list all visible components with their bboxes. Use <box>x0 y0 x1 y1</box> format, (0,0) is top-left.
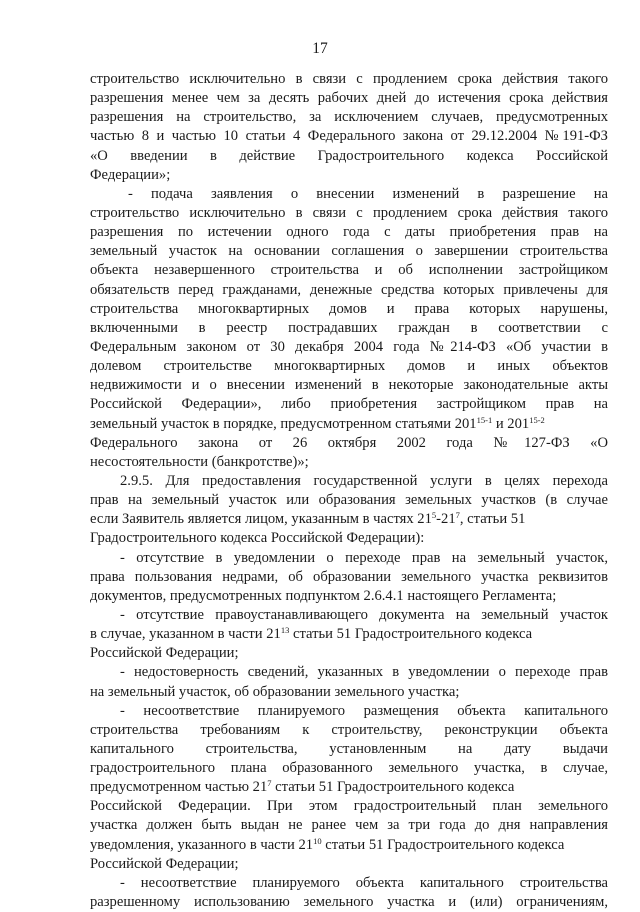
text-line: - отсутствие в уведомлении о переходе прав на земельный участок, <box>120 549 608 566</box>
text-line: - несоответствие планируемого размещения объекта капитального <box>120 702 608 719</box>
text-line: объекта незавершенного строительства и об исполнении застройщиком <box>90 262 608 279</box>
page-number: 17 <box>312 40 328 57</box>
text-line: градостроительного плана образованного земельного участка, в случае, <box>90 760 608 777</box>
text-line: разрешения менее чем за десять рабочих дней до истечения срока действия <box>90 90 608 107</box>
text-line: включенными в реестр пострадавших граждан в соответствии с <box>90 319 608 336</box>
text-segment: в случае, указанном в части 21 <box>90 626 281 643</box>
text-line: 2.9.5. Для предоставления государственной услуги в целях перехода <box>120 472 608 489</box>
superscript: 5 <box>431 510 437 521</box>
text-line: документов, предусмотренных подпунктом 2.6.4.1 настоящего Регламента; <box>90 587 557 604</box>
superscript: 10 <box>313 835 322 846</box>
text-line: - подача заявления о внесении изменений в разрешение на <box>128 185 608 202</box>
text-line: частью 8 и частью 10 статьи 4 Федерального закона от 29.12.2004 №191-ФЗ <box>90 128 608 145</box>
text-line: прав на земельный участок или образования земельных участков (в случае <box>90 492 608 509</box>
text-line: - несоответствие планируемого объекта капитального строительства <box>120 874 608 891</box>
text-line: Градостроительного кодекса Российской Федерации): <box>90 530 425 547</box>
text-line <box>90 836 608 855</box>
text-line: Российской Федерации», либо приобретения застройщиком прав на <box>90 396 608 413</box>
text-line: капитального строительства, установленным на дату выдачи <box>90 740 608 757</box>
superscript: 7 <box>455 510 460 521</box>
text-line: Федерального закона от 26 октября 2002 года №127-ФЗ «О <box>90 434 608 451</box>
text-segment: статьи 51 Градостроительного кодекса <box>271 779 515 796</box>
text-line <box>90 778 608 797</box>
text-line: Российской Федерации; <box>90 855 239 872</box>
text-line <box>90 625 608 644</box>
text-line: разрешенному использованию земельного участка и (или) ограничениям, <box>90 894 608 911</box>
text-segment: если Заявитель является лицом, указанным в частях 21 <box>90 511 432 528</box>
text-line: недвижимости и о внесении изменений в некоторые законодательные акты <box>90 377 608 394</box>
text-line: обязательств перед гражданами, денежные средства которых привлечены для <box>90 281 608 298</box>
superscript: 15-2 <box>529 414 545 425</box>
text-line: строительства многоквартирных домов и права которых нарушены, <box>90 300 608 317</box>
document-body <box>90 70 608 912</box>
text-line: - недостоверность сведений, указанных в уведомлении о переходе прав <box>120 664 608 681</box>
text-segment: предусмотренном частью 21 <box>90 779 268 796</box>
text-line <box>90 415 608 434</box>
text-segment: и 201 <box>492 415 530 432</box>
text-line: участка должен быть выдан не ранее чем за три года до дня направления <box>90 817 608 834</box>
text-line: Российской Федерации; <box>90 645 239 662</box>
text-line <box>90 510 608 529</box>
text-segment: -21 <box>436 511 456 528</box>
text-line: Федерации»; <box>90 166 171 183</box>
text-segment: земельный участок в порядке, предусмотренном статьями 201 <box>90 415 477 432</box>
text-line: разрешения на строительство, за исключением случаев, предусмотренных <box>90 109 608 126</box>
text-line: строительство исключительно в связи с продлением срока действия такого <box>90 71 608 87</box>
text-segment: , статьи 51 <box>459 511 526 528</box>
text-line: разрешения по истечении одного года с даты приобретения прав на <box>90 224 608 241</box>
text-segment: статьи 51 Градостроительного кодекса <box>289 626 533 643</box>
text-line: строительство исключительно в связи с продлением срока действия такого <box>90 204 608 221</box>
text-line: земельный участок на основании соглашения о завершении строительства <box>90 243 608 260</box>
superscript: 13 <box>280 625 290 636</box>
text-line: строительства требованиям к строительству, реконструкции объекта <box>90 721 608 738</box>
text-line: долевом строительстве многоквартирных домов и иных объектов <box>90 358 608 375</box>
text-line: на земельный участок, об образовании земельного участка; <box>90 683 460 700</box>
text-segment: уведомления, указанного в части 21 <box>90 836 314 853</box>
text-line: - отсутствие правоустанавливающего документа на земельный участок <box>120 606 608 623</box>
superscript: 15-1 <box>476 414 493 425</box>
text-line: «О введении в действие Градостроительного кодекса Российской <box>90 147 608 164</box>
text-line: Федеральным законом от 30 декабря 2004 года №214-ФЗ «Об участии в <box>90 338 608 355</box>
text-line: права пользования недрами, об образовании земельного участка реквизитов <box>90 568 608 585</box>
superscript: 7 <box>267 778 272 789</box>
text-line: Российской Федерации. При этом градостроительный план земельного <box>90 798 608 815</box>
text-line: несостоятельности (банкротстве)»; <box>90 453 309 470</box>
text-segment: статьи 51 Градостроительного кодекса <box>321 836 565 853</box>
